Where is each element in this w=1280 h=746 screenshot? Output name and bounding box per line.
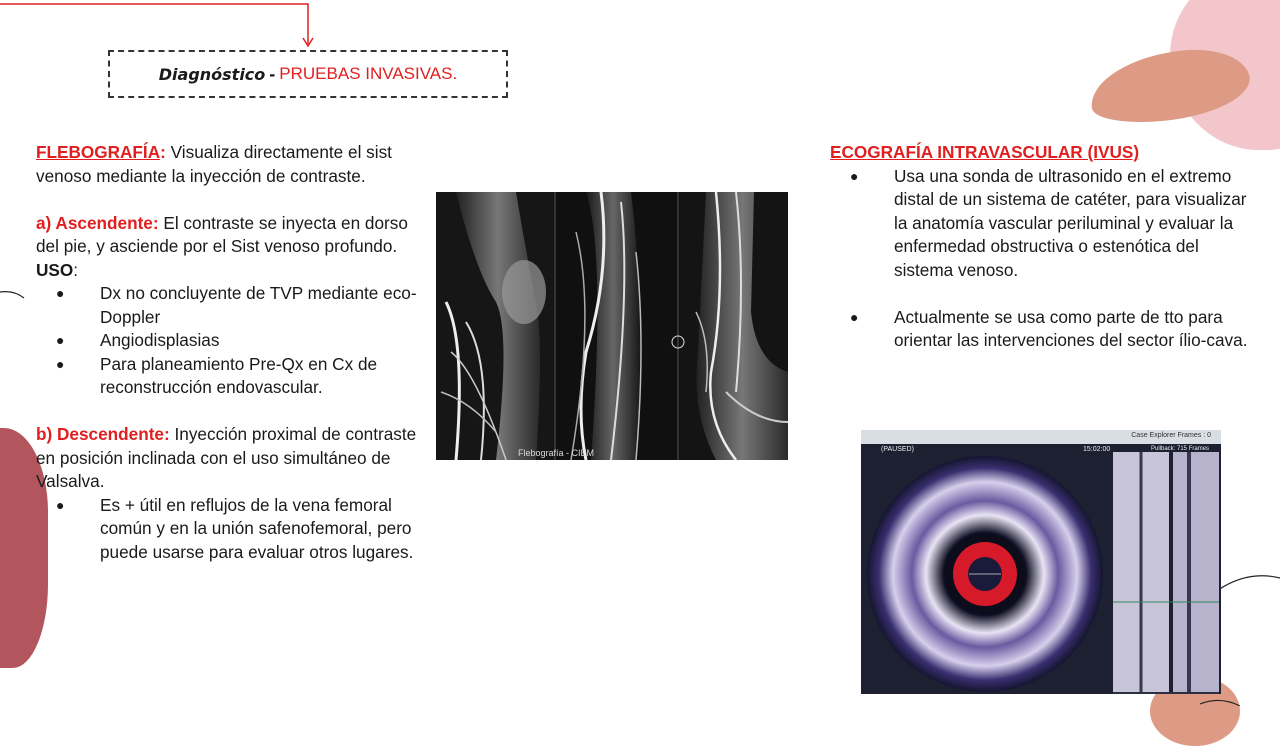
descendente-paragraph [36,423,426,494]
ascendente-list [36,282,426,400]
title-highlight: PRUEBAS INVASIVAS [279,64,453,83]
list-item: ● Usa una sonda de ultrasonido en el extremo distal de un sistema de catéter, para visualizar la anatomía vascular periluminal y evaluar la enfermedad obstructiva o estenótica del sistema venoso. [830,165,1250,283]
ascendente-label: a) Ascendente: [36,212,159,233]
ivus-image [861,430,1221,694]
ascendente-paragraph [36,212,426,283]
title-separator: - [269,63,276,84]
ivus-heading: ECOGRAFÍA INTRAVASCULAR (IVUS) [830,142,1140,162]
uso-colon: : [73,259,79,280]
phlebography-caption: Flebografía - CIEM [518,448,595,458]
ivus-status: (PAUSED) [881,446,914,453]
list-item: ● Para planeamiento Pre-Qx en Cx de reconstrucción endovascular. [36,353,426,400]
phlebography-xray [436,192,788,460]
ivus-time: 15:02:00 [1083,446,1111,453]
descendente-text: Inyección proximal de contraste en posición inclinada con el uso simultáneo de Valsalva. [36,424,417,491]
right-column [830,141,1250,353]
ivus-toolbar-text: Case Explorer Frames : 0 [1131,432,1211,439]
ivus-toolbar [861,430,1221,444]
title-box [108,50,508,98]
uso-label: USO [36,259,74,280]
list-item: ● Es + útil en reflujos de la vena femoral común y en la unión safenofemoral, pero puede usarse para evaluar otros lugares. [36,494,426,565]
phlebography-image [436,192,788,460]
list-item: ● Angiodisplasias [36,329,426,353]
flebografia-colon: : [160,142,166,162]
title-main: Diagnóstico [158,64,266,84]
descendente-label: b) Descendente: [36,424,170,444]
list-item: ● Dx no concluyente de TVP mediante eco-Doppler [36,282,426,329]
title-period: . [452,64,458,83]
ivus-scan [861,444,1221,694]
flebografia-label: FLEBOGRAFÍA [36,142,161,162]
ivus-heading-paragraph [830,141,1250,165]
flebografia-text: Visualiza directamente el sist venoso mediante la inyección de contraste. [36,142,392,186]
list-item: ● Actualmente se usa como parte de tto para orientar las intervenciones del sector ílio-cava. [830,306,1250,353]
ivus-list [830,165,1250,353]
left-column [36,141,426,564]
flebografia-paragraph [36,141,426,188]
descendente-list [36,494,426,565]
ivus-pullback: Pullback: 715 Frames [1151,446,1210,452]
list-gap [830,282,1250,306]
ascendente-text: El contraste se inyecta en dorso del pie, y asciende por el Sist venoso profundo. [36,212,408,256]
